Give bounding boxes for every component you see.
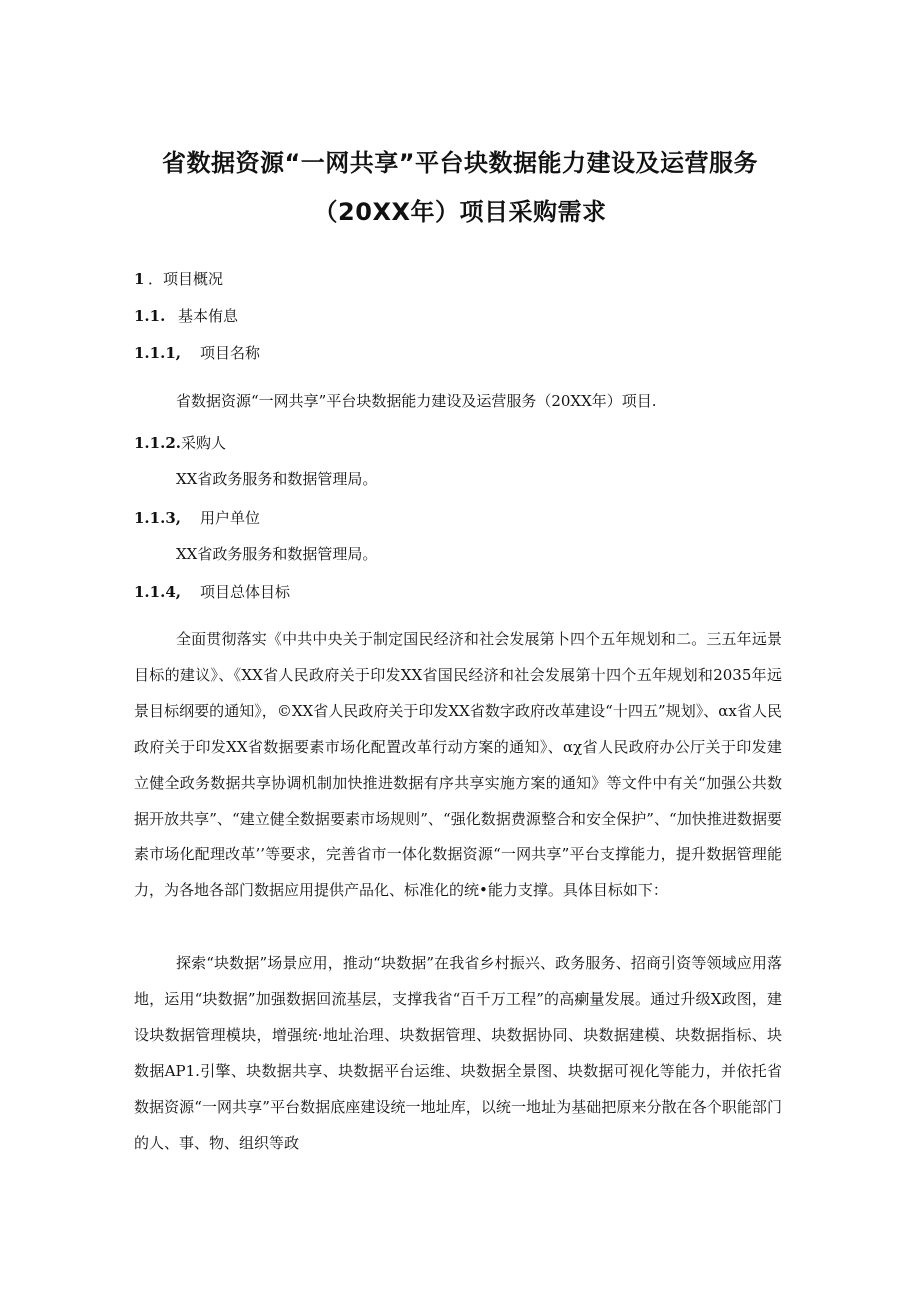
section-1-1-heading bbox=[134, 305, 238, 326]
document-title-line-1: 省数据资源“一网共享”平台块数据能力建设及运营服务 bbox=[161, 149, 759, 177]
section-number: 1.1. bbox=[134, 307, 166, 325]
section-label: 用户单位 bbox=[200, 509, 261, 527]
section-1-1-1-heading bbox=[134, 342, 260, 363]
section-label: 基本侑息 bbox=[178, 307, 239, 325]
section-1-1-3-heading bbox=[134, 507, 260, 528]
section-1-1-4-heading bbox=[134, 581, 290, 602]
document-title-line-2: （20XX年）项目采购需求 bbox=[313, 198, 607, 226]
section-label: 项目名称 bbox=[200, 344, 261, 362]
project-name-text: 省数据资源“一网共享”平台块数据能力建设及运营服务（20XX年）项目. bbox=[176, 392, 657, 410]
section-1-1-2-heading bbox=[134, 432, 226, 453]
section-label: 采购人 bbox=[180, 434, 226, 452]
section-number: 1 bbox=[134, 270, 145, 288]
section-number: 1.1.1, bbox=[134, 344, 181, 362]
goal-paragraph-2: 探索“块数据”场景应用，推动“块数据”在我省乡村振兴、政务服务、招商引资等领域应用落地，运用“块数据”加强数据回流基层，支撑我省“百千万工程”的高瘌量发展。通过升级X政图，建设块数据管理模块，增强统·地址治理、块数据管理、块数据协同、块数据建模、块数据指标、块数据AP1.引擎、块数据共享、块数据平台运维、块数据全景图、块数据可视化等能力，并依托省数据资源“一网共享”平台数据底座建设统一地址库，以统一地址为基础把原来分散在各个职能部门的人、事、物、组织等政 bbox=[134, 954, 782, 1152]
user-unit-text: XX省政务服务和数据管理局。 bbox=[176, 545, 378, 563]
section-label: 项目总体目标 bbox=[200, 583, 291, 601]
section-number: 1.1.2. bbox=[134, 434, 181, 452]
purchaser-text: XX省政务服务和数据管理局。 bbox=[176, 470, 378, 488]
goal-paragraph-1: 全面贯彻落实《中共中央关于制定国民经济和社会发展第卜四个五年规划和二。三五年远景目标的建议》、《XX省人民政府关于印发XX省国民经济和社会发展第十四个五年规划和2035年远景目标纲要的通知》，©XX省人民政府关于印发XX省数字政府改革建设“十四五”规划》、αx省人民政府关于印发XX省数据要素市场化配置改革行动方案的通知》、αχ省人民政府办公厅关于印发建立健全政务数据共享协调机制加快推进数据有序共享实施方案的通知》等文件中有关“加强公共数据开放共享”、“建立健全数据要素市场规则”、“强化数据费源整合和安全保护”、“加快推进数据要素市场化配理改革’’等要求，完善省市一体化数据资源“一网共享”平台支撑能力，提升数据管理能力，为各地各部门数据应用提供产品化、标准化的统•能力支撑。具体目标如下： bbox=[134, 630, 782, 900]
section-1-heading bbox=[134, 268, 223, 289]
section-label: ．项目概况 bbox=[148, 270, 224, 288]
section-number: 1.1.3, bbox=[134, 509, 181, 527]
section-number: 1.1.4, bbox=[134, 583, 181, 601]
